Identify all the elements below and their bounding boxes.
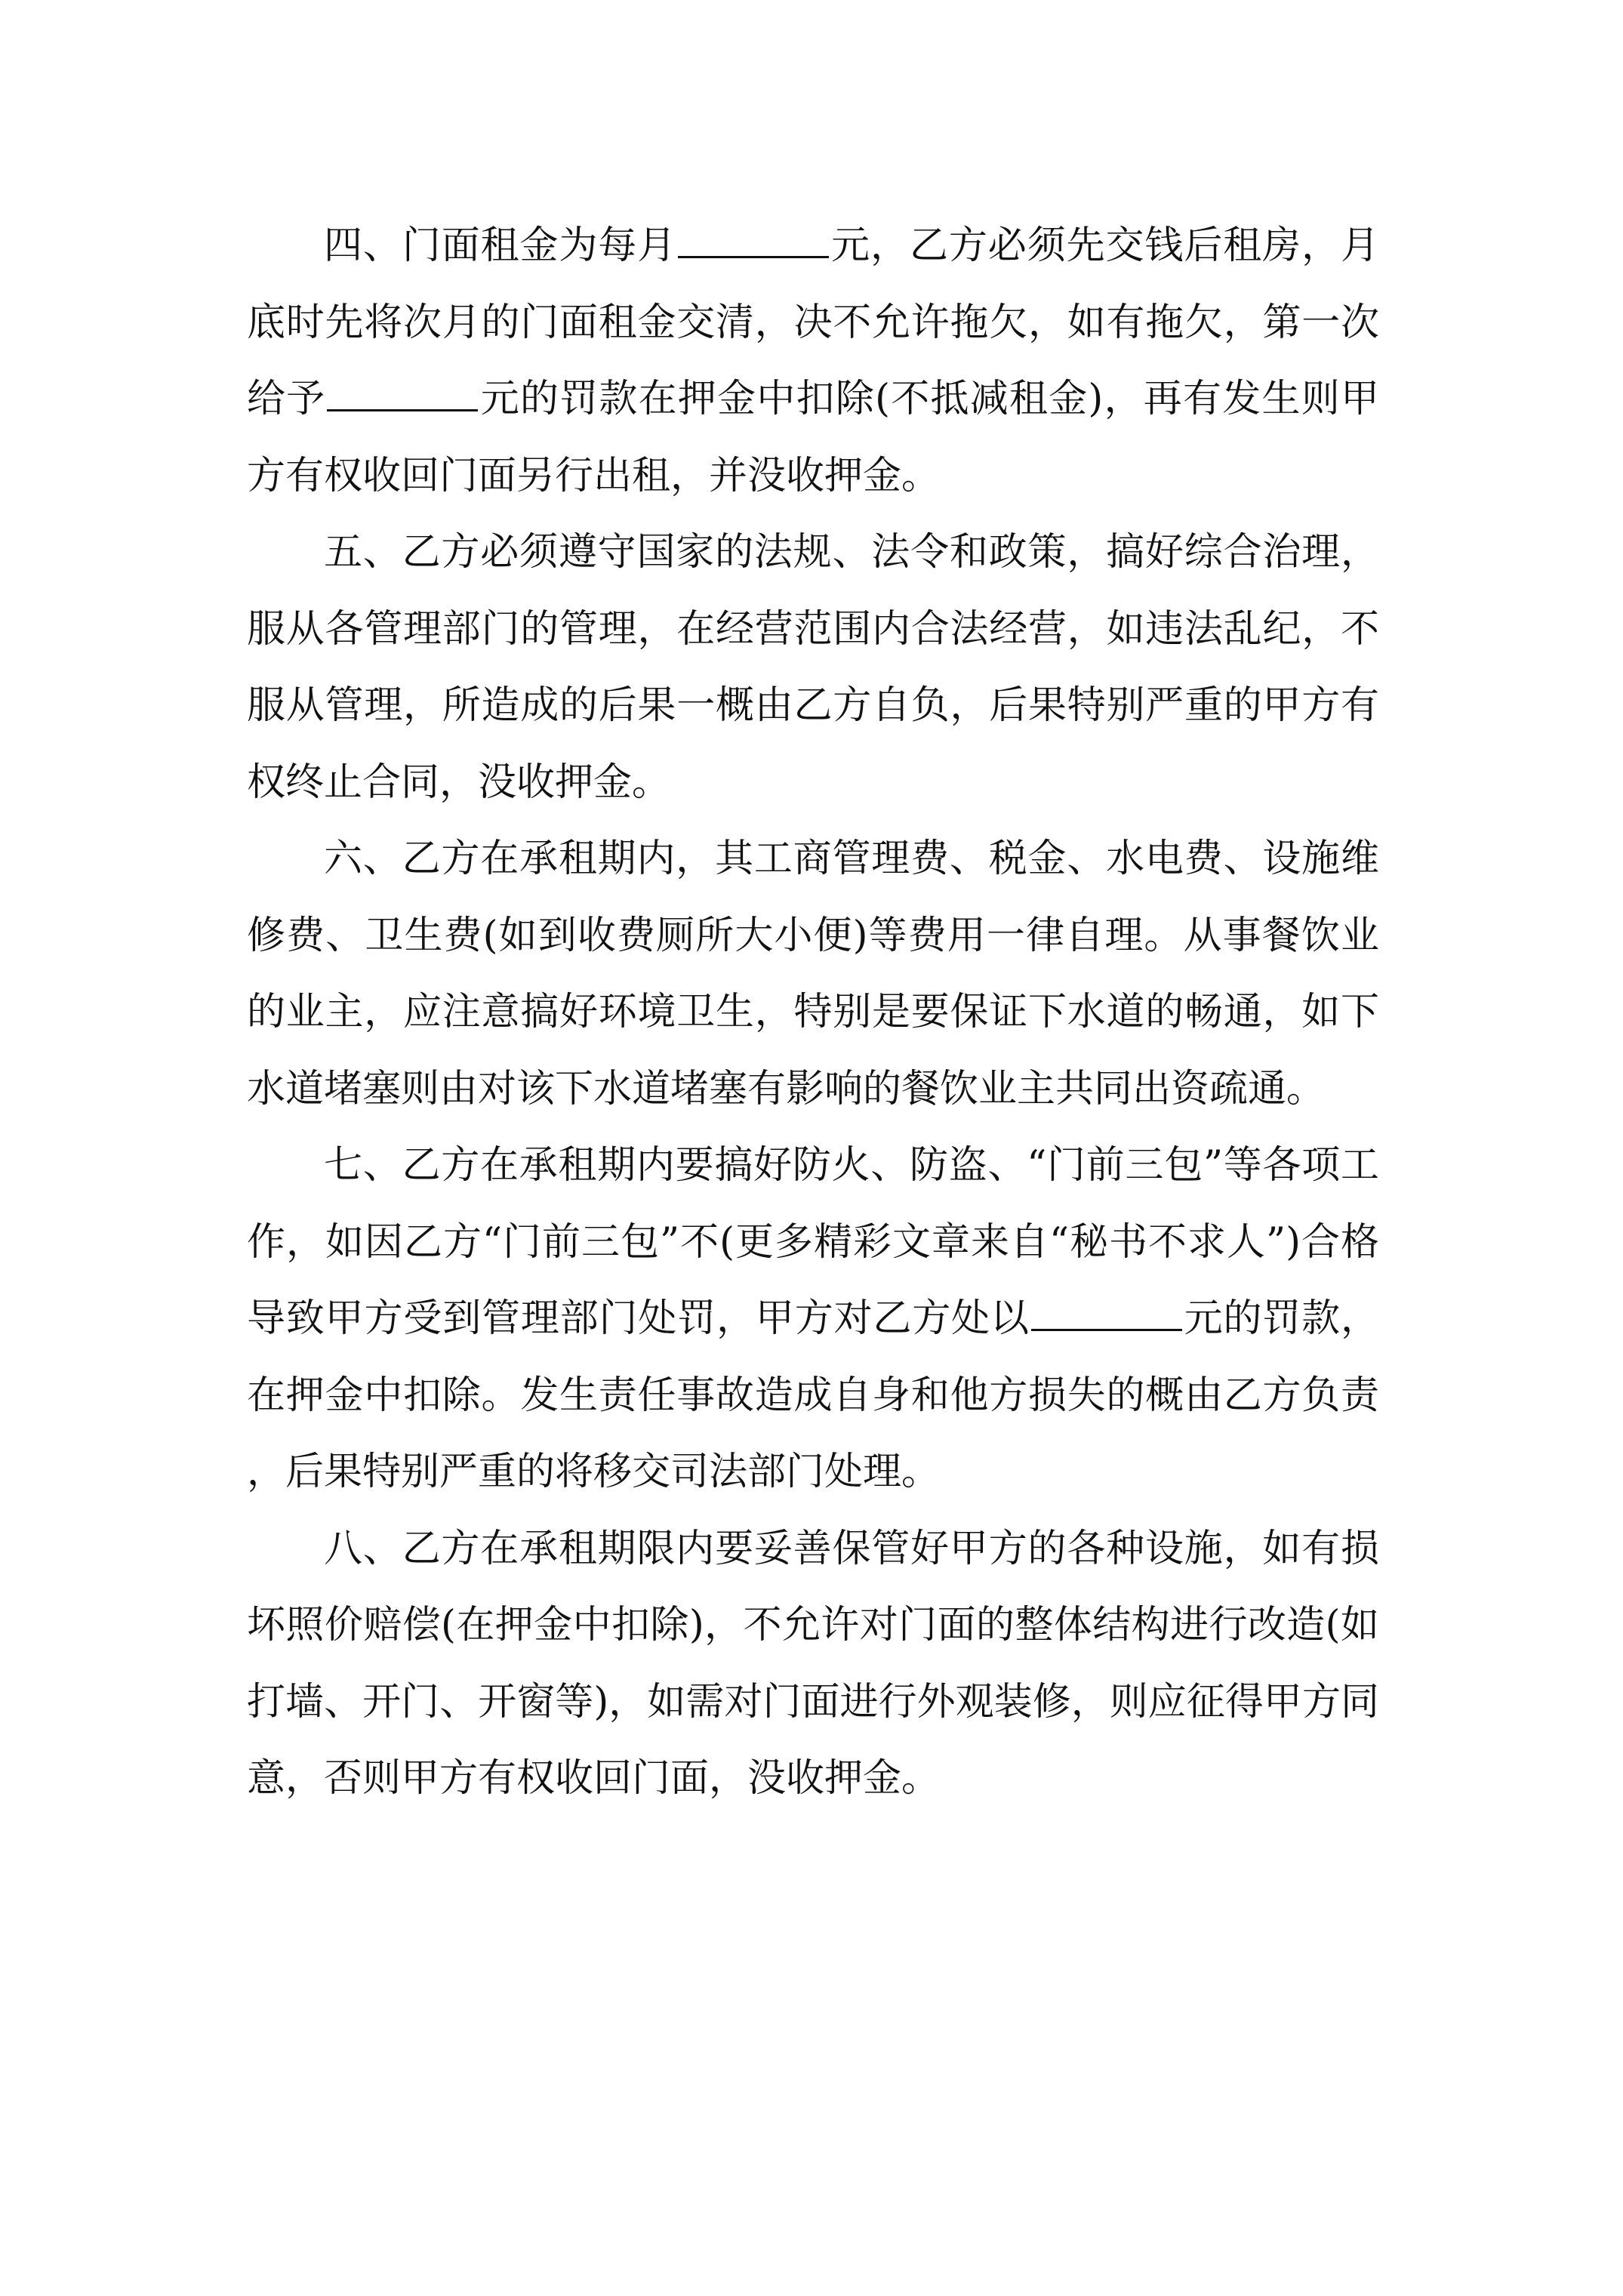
clause-text: 元的罚款在押金中扣除(不抵减租金)，再有发生则甲方有权收回门面另行出租，并没收押金。: [247, 377, 1379, 498]
contract-body: [247, 208, 1379, 1817]
clause-text: 元的罚款，在押金中扣除。发生责任事故造成自身和他方损失的概由乙方负责，后果特别严重的将移交司法部门处理。: [247, 1296, 1379, 1494]
clause-text: 七、乙方在承租期内要搞好防火、防盗、“门前三包”等各项工作，如因乙方“门前三包”不(更多精彩文章来自“秘书不求人”)合格导致甲方受到管理部门处罚，甲方对乙方处以: [247, 1143, 1379, 1341]
clause-four: [247, 208, 1379, 514]
blank-fill-line: [678, 212, 829, 258]
clause-text: 四、门面租金为每月: [324, 223, 677, 268]
clause-text: 六、乙方在承租期内，其工商管理费、税金、水电费、设施维修费、卫生费(如到收费厕所大小便)等费用一律自理。从事餐饮业的业主，应注意搞好环境卫生，特别是要保证下水道的畅通，如下水道堵塞则由对该下水道堵塞有影响的餐饮业主共同出资疏通。: [247, 837, 1379, 1111]
clause-six: [247, 821, 1379, 1127]
clause-text: 八、乙方在承租期限内要妥善保管好甲方的各种设施，如有损坏照价赔偿(在押金中扣除)，不允许对门面的整体结构进行改造(如打墙、开门、开窗等)，如需对门面进行外观装修，则应征得甲方同意，否则甲方有权收回门面，没收押金。: [247, 1526, 1379, 1801]
clause-eight: [247, 1511, 1379, 1817]
blank-fill-line: [327, 365, 478, 411]
blank-fill-line: [1031, 1285, 1182, 1331]
clause-five: [247, 514, 1379, 821]
clause-text: 五、乙方必须遵守国家的法规、法令和政策，搞好综合治理，服从各管理部门的管理，在经营范围内合法经营，如违法乱纪，不服从管理，所造成的后果一概由乙方自负，后果特别严重的甲方有权终止合同，没收押金。: [247, 530, 1379, 805]
clause-text: 元，乙方必须先交钱后租房，月底时先将次月的门面租金交清，决不允许拖欠，如有拖欠，第一次给予: [247, 223, 1379, 421]
clause-seven: [247, 1127, 1379, 1511]
